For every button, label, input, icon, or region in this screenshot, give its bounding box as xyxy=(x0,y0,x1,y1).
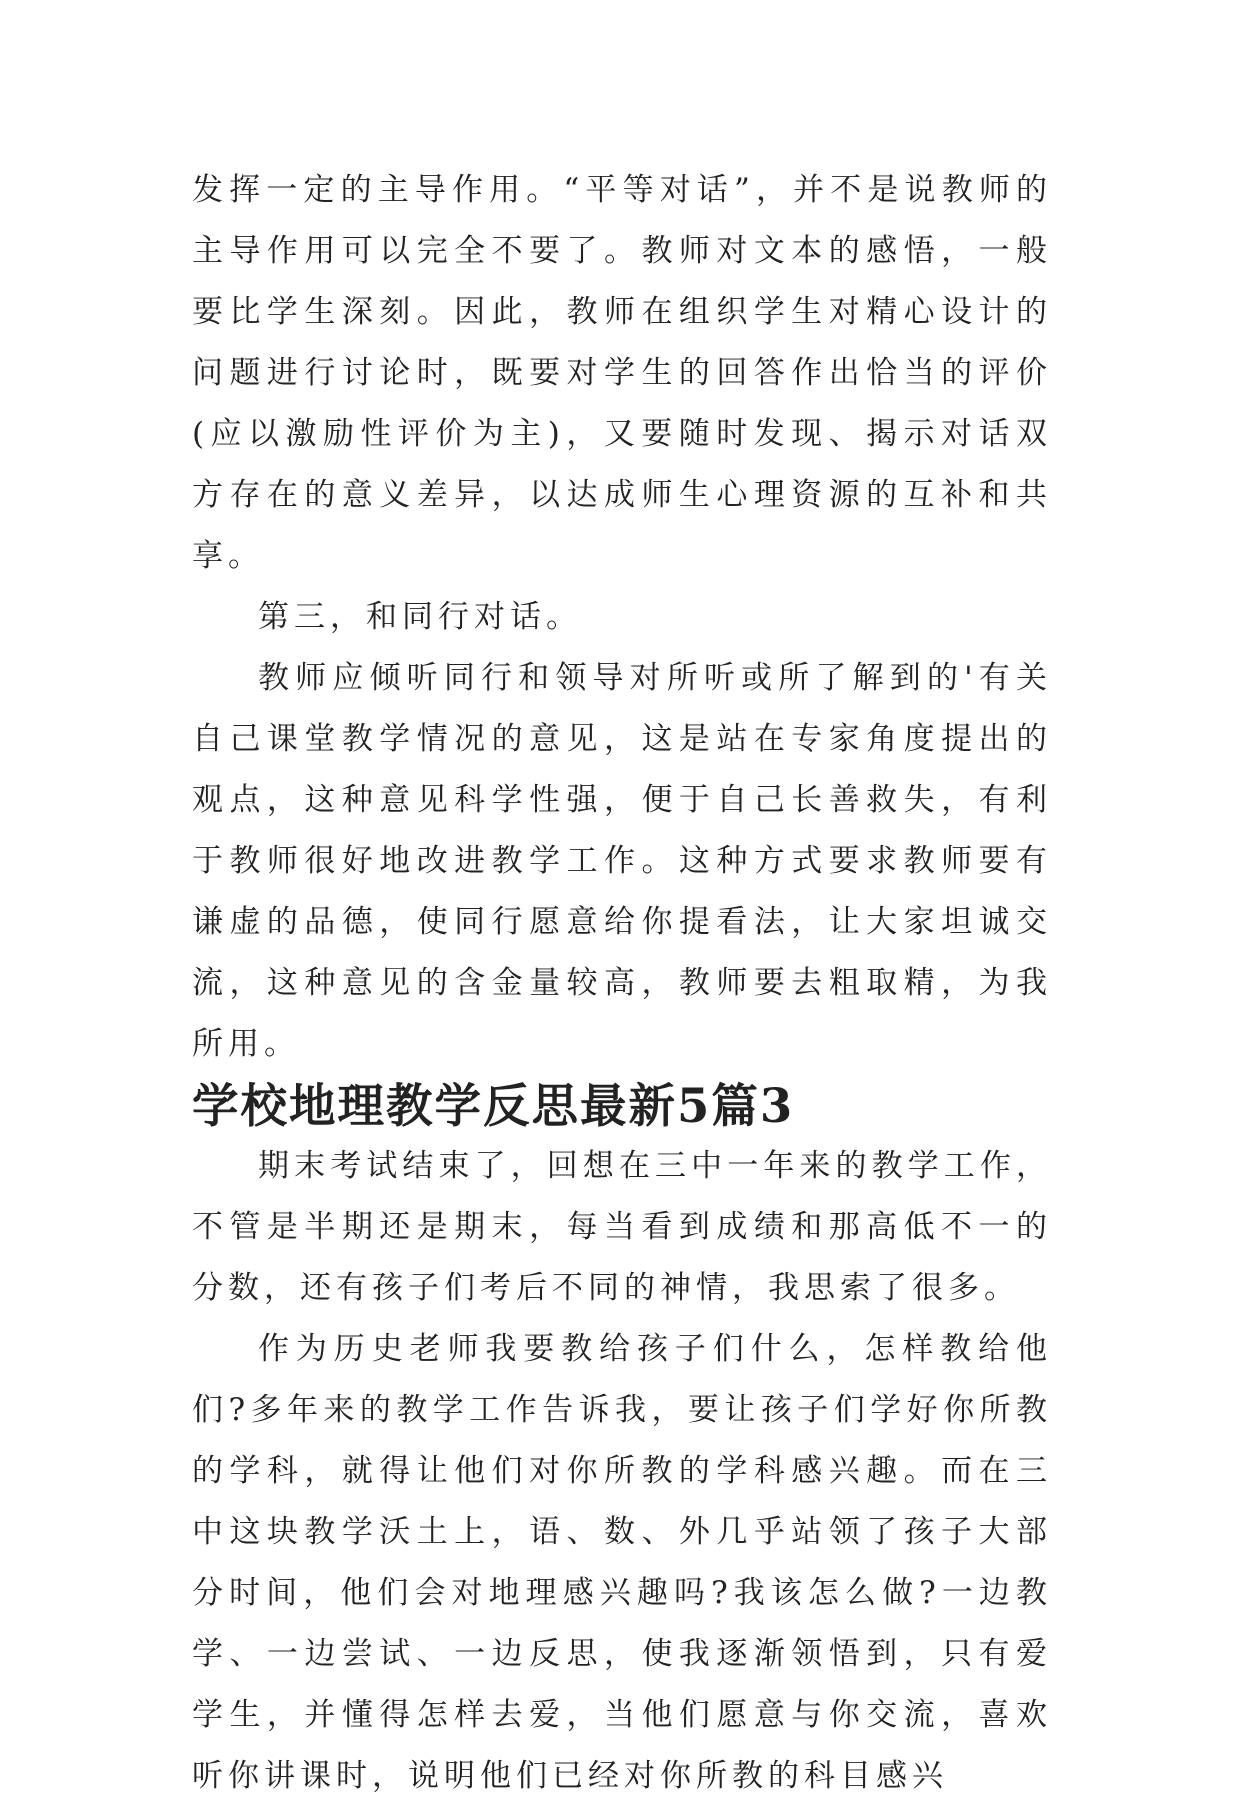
paragraph-peer-dialogue: 教师应倾听同行和领导对所听或所了解到的'有关自己课堂教学情况的意见，这是站在专家角度提出的观点，这种意见科学性强，便于自己长善救失，有利于教师很好地改进教学工作。这种方式要求教师要有谦虚的品德，使同行愿意给你提看法，让大家坦诚交流，这种意见的含金量较高，教师要去粗取精，为我所用。 xyxy=(192,660,1052,1062)
section-heading: 学校地理教学反思最新5篇3 xyxy=(192,1078,795,1133)
paragraph-teaching-interest: 作为历史老师我要教给孩子们什么，怎样教给他们?多年来的教学工作告诉我，要让孩子们学好你所教的学科，就得让他们对你所教的学科感兴趣。而在三中这块教学沃土上，语、数、外几乎站领了孩子大部分时间，他们会对地理感兴趣吗?我该怎么做?一边教学、一边尝试、一边反思，使我逐渐领悟到，只有爱学生，并懂得怎样去爱，当他们愿意与你交流，喜欢听你讲课时，说明他们已经对你所教的科目感兴 xyxy=(192,1331,1052,1794)
paragraph-dialogue-teacher-role: 发挥一定的主导作用。“平等对话”，并不是说教师的主导作用可以完全不要了。教师对文本的感悟，一般要比学生深刻。因此，教师在组织学生对精心设计的问题进行讨论时，既要对学生的回答作出恰当的评价(应以激励性评价为主)，又要随时发现、揭示对话双方存在的意义差异，以达成师生心理资源的互补和共享。 xyxy=(192,172,1052,574)
document-page xyxy=(192,160,1052,1807)
paragraph-exam-reflection: 期末考试结束了，回想在三中一年来的教学工作，不管是半期还是期末，每当看到成绩和那高低不一的分数，还有孩子们考后不同的神情，我思索了很多。 xyxy=(192,1148,1052,1306)
paragraph-third-point: 第三，和同行对话。 xyxy=(258,599,582,635)
